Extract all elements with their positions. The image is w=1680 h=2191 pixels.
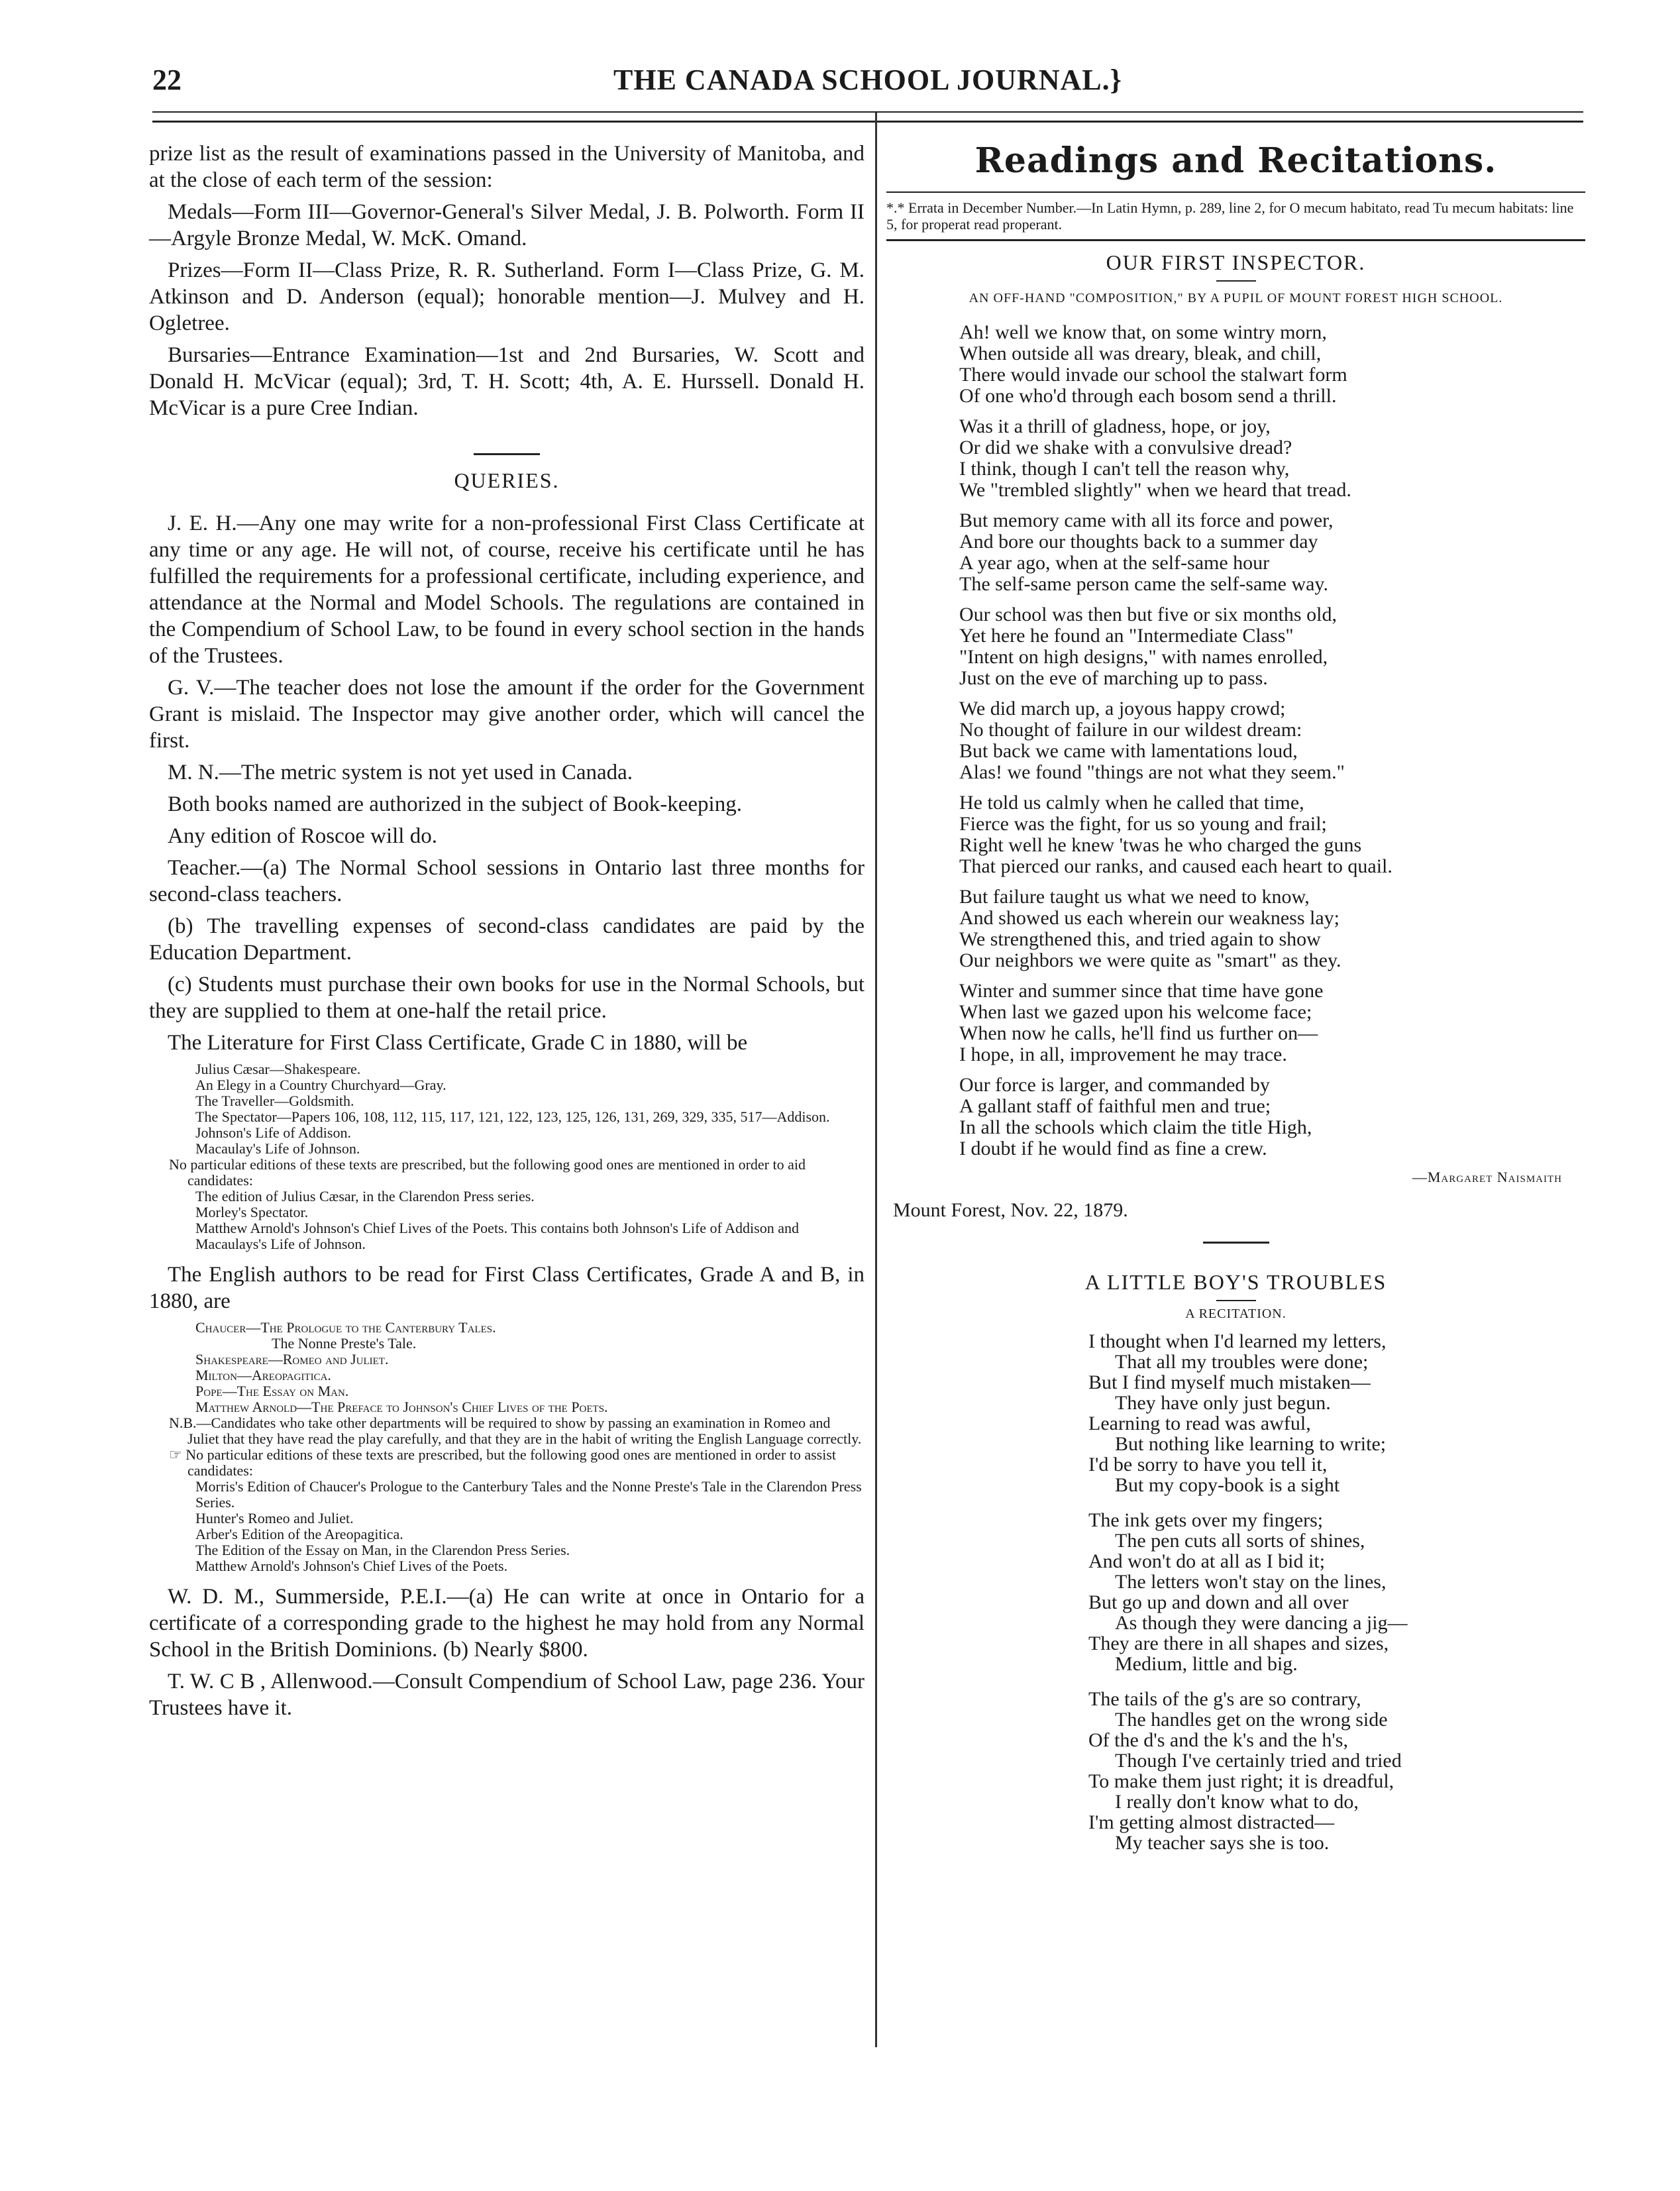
header-rule [152,111,1583,113]
rule [886,191,1585,193]
poem-line: But nothing like learning to write; [1115,1433,1387,1455]
prize-medals: Medals—Form III—Governor-General's Silver Medal, J. B. Polworth. Form II—Argyle Bronze Medal, W. McK. Omand. [149,200,865,250]
poem1-body [886,322,1585,1159]
stanza [959,1075,1585,1159]
poem-line: I think, though I can't tell the reason why, [959,458,1290,480]
poem-line: I doubt if he would find as fine a crew. [959,1138,1267,1159]
list-item: The Spectator—Papers 106, 108, 112, 115, 117, 121, 122, 123, 125, 126, 131, 269, 329, 335, 517—Addison. [195,1108,830,1125]
poem-line: Of one who'd through each bosom send a thrill. [959,385,1337,407]
poem-line: They are there in all shapes and sizes, [1088,1632,1389,1654]
poem-line: A gallant staff of faithful men and true; [959,1095,1271,1117]
query-mn: M. N.—The metric system is not yet used in Canada. [168,761,633,784]
poem-line: "Intent on high designs," with names enrolled, [959,646,1328,668]
errata-note: *.* Errata in December Number.—In Latin Hymn, p. 289, line 2, for O mecum habitato, read Tu mecum habitats: line 5, for properat read properant. [886,199,1574,233]
poem1-signature: —Margaret Naismaith [1412,1169,1562,1185]
pointer-note: ☞ No particular editions of these texts are prescribed, but the following good ones are mentioned in order to assist candidates: [169,1446,837,1479]
stanza [959,510,1585,595]
poem1-subtitle: AN OFF-HAND "COMPOSITION," BY A PUPIL OF MOUNT FOREST HIGH SCHOOL. [969,291,1503,305]
column-divider [875,113,877,2047]
poem-line: I thought when I'd learned my letters, [1088,1330,1387,1352]
poem-line: As though they were dancing a jig— [1115,1612,1408,1634]
stanza [959,886,1585,971]
poem-line: We "trembled slightly" when we heard that tread. [959,479,1351,501]
stanza [1088,1689,1585,1853]
list-item: Morris's Edition of Chaucer's Prologue to the Canterbury Tales and the Nonne Preste's Tale in the Clarendon Press Series. [195,1478,862,1511]
poem-line: The ink gets over my fingers; [1088,1509,1324,1531]
poem-line: The tails of the g's are so contrary, [1088,1688,1361,1710]
stanza [959,981,1585,1065]
stanza [959,698,1585,783]
poem-line: But memory came with all its force and power, [959,509,1334,531]
list-item: Chaucer—The Prologue to the Canterbury Tales. [195,1319,496,1336]
poem-line: My teacher says she is too. [1115,1832,1330,1854]
poem-line: Ah! well we know that, on some wintry morn, [959,321,1327,343]
poem-line: And showed us each wherein our weakness lay; [959,907,1339,929]
ornament-rule [1216,280,1256,282]
poem-line: No thought of failure in our wildest dream: [959,719,1302,741]
list-item: Johnson's Life of Addison. [195,1124,351,1141]
query-teacher-b: (b) The travelling expenses of second-class candidates are paid by the Education Department. [149,914,865,965]
poem-line: There would invade our school the stalwart form [959,364,1347,386]
query-gv: G. V.—The teacher does not lose the amount if the order for the Government Grant is mislaid. The Inspector may give another order, which will cancel the first. [149,676,865,753]
editions-note: No particular editions of these texts are prescribed, but the following good ones are mentioned in order to aid candidates: [169,1156,806,1189]
list-item: An Elegy in a Country Churchyard—Gray. [195,1077,446,1093]
ornament-rule [1216,1300,1256,1301]
poem-line: I'd be sorry to have you tell it, [1088,1454,1328,1475]
stanza [959,792,1585,877]
poem-line: And bore our thoughts back to a summer day [959,531,1318,553]
list-item: Pope—The Essay on Man. [195,1383,349,1399]
poem-line: When now he calls, he'll find us further on— [959,1022,1318,1044]
poem-line: But my copy-book is a sight [1115,1474,1340,1496]
readings-heading: Readings and Recitations. [974,140,1497,181]
grade-ab-intro: The English authors to be read for First Class Certificates, Grade A and B, in 1880, are [149,1263,865,1313]
list-item: Milton—Areopagitica. [195,1367,331,1383]
poem-line: In all the schools which claim the title High, [959,1116,1312,1138]
poem-line: Just on the eve of marching up to pass. [959,667,1268,689]
poem2-subtitle: A RECITATION. [1185,1307,1286,1321]
poem-line: Medium, little and big. [1115,1653,1298,1675]
list-item: The Traveller—Goldsmith. [195,1093,354,1109]
poem-line: But I find myself much mistaken— [1088,1371,1371,1393]
prize-bursaries: Bursaries—Entrance Examination—1st and 2nd Bursaries, W. Scott and Donald H. McVicar (equal); 3rd, T. H. Scott; 4th, A. E. Hurssell. Donald H. McVicar is a pure Cree Indian. [149,343,865,420]
poem-line: Learning to read was awful, [1088,1413,1311,1434]
page-header [152,63,1583,103]
poem-line: A year ago, when at the self-same hour [959,552,1270,574]
poem-line: Was it a thrill of gladness, hope, or joy, [959,415,1271,437]
stanza [959,604,1585,689]
poem-line: When outside all was dreary, bleak, and chill, [959,343,1322,364]
rule [886,239,1585,241]
list-item: The Edition of the Essay on Man, in the Clarendon Press Series. [195,1542,570,1558]
poem-line: Our school was then but five or six months old, [959,604,1337,625]
poem-line: But failure taught us what we need to know, [959,886,1310,908]
prize-class-prizes: Prizes—Form II—Class Prize, R. R. Sutherland. Form I—Class Prize, G. M. Atkinson and D. Anderson (equal); honorable mention—J. Mulvey and H. Ogletree. [149,258,865,335]
poem-line: Or did we shake with a convulsive dread? [959,437,1292,458]
poem-line: Fierce was the fight, for us so young and frail; [959,813,1327,835]
header-rule-double [152,121,1583,123]
query-twcb: T. W. C B , Allenwood.—Consult Compendium of School Law, page 236. Your Trustees have it. [149,1670,865,1720]
journal-title: THE CANADA SCHOOL JOURNAL.} [613,64,1122,96]
poem-line: He told us calmly when he called that time, [959,792,1304,814]
list-item: The edition of Julius Cæsar, in the Clarendon Press series. [195,1188,535,1204]
poem-line: Alas! we found "things are not what they seem." [959,761,1345,783]
list-item: Macaulay's Life of Johnson. [195,1140,360,1157]
poem-line: I really don't know what to do, [1115,1791,1359,1813]
list-item: Morley's Spectator. [195,1204,309,1220]
query-jeh: J. E. H.—Any one may write for a non-professional First Class Certificate at any time or any age. He will not, of course, receive his certificate until he has fulfilled the requirements for a professional certificate, including experience, and attendance at the Normal and Model Schools. The regulations are contained in the Compendium of School Law, to be found in every school section in the hands of the Trustees. [149,511,865,668]
poem-line: Right well he knew 'twas he who charged the guns [959,834,1362,856]
poem2-body [886,1331,1585,1853]
poem-line: We strengthened this, and tried again to show [959,928,1321,950]
list-item: Julius Cæsar—Shakespeare. [195,1061,361,1077]
poem-line: That pierced our ranks, and caused each heart to quail. [959,855,1392,877]
poem-line: The letters won't stay on the lines, [1115,1571,1387,1593]
list-item: Matthew Arnold's Johnson's Chief Lives of the Poets. [195,1558,508,1574]
list-item: Shakespeare—Romeo and Juliet. [195,1351,389,1367]
queries-heading: QUERIES. [454,468,560,492]
right-column [886,140,1585,1868]
prize-intro: prize list as the result of examinations passed in the University of Manitoba, and at the close of each term of the session: [149,142,865,192]
poem-line: Winter and summer since that time have gone [959,980,1324,1002]
poem-line: Of the d's and the k's and the h's, [1088,1729,1348,1751]
literature-ab-list [149,1320,865,1574]
query-teacher-a: Teacher.—(a) The Normal School sessions in Ontario last three months for second-class teachers. [149,856,865,906]
poem-line: But back we came with lamentations loud, [959,740,1298,762]
nb-note: N.B.—Candidates who take other departments will be required to show by passing an examination in Romeo and Juliet that they have read the play carefully, and that they are in the habit of writing the English Language correctly. [169,1415,862,1447]
section-rule [1203,1242,1269,1244]
poem-line: That all my troubles were done; [1115,1351,1369,1373]
stanza [1088,1331,1585,1495]
stanza [959,416,1585,501]
poem-line: They have only just begun. [1115,1392,1331,1414]
poem-line: Our force is larger, and commanded by [959,1074,1270,1096]
poem1-dateline: Mount Forest, Nov. 22, 1879. [893,1199,1128,1221]
poem-line: But go up and down and all over [1088,1591,1349,1613]
query-literature-c: The Literature for First Class Certificate, Grade C in 1880, will be [168,1031,748,1055]
query-roscoe: Any edition of Roscoe will do. [168,824,437,848]
poem1-title: OUR FIRST INSPECTOR. [1106,250,1366,274]
page-number: 22 [152,64,182,96]
list-item: The Nonne Preste's Tale. [272,1335,417,1352]
poem2-title: A LITTLE BOY'S TROUBLES [1084,1270,1387,1294]
poem-line: When last we gazed upon his welcome face; [959,1001,1312,1023]
poem-line: The handles get on the wrong side [1115,1709,1388,1731]
poem-line: The self-same person came the self-same way. [959,573,1328,595]
poem-line: Though I've certainly tried and tried [1115,1750,1402,1772]
literature-c-list [149,1061,865,1252]
poem-line: The pen cuts all sorts of shines, [1115,1530,1365,1552]
left-column [149,140,865,1727]
query-bookkeeping: Both books named are authorized in the subject of Book-keeping. [168,792,742,816]
list-item: Arber's Edition of the Areopagitica. [195,1526,403,1542]
poem-line: To make them just right; it is dreadful, [1088,1770,1394,1792]
list-item: Hunter's Romeo and Juliet. [195,1510,354,1526]
poem-line: I hope, in all, improvement he may trace. [959,1043,1287,1065]
poem-line: Our neighbors we were quite as "smart" as they. [959,949,1341,971]
query-wdm: W. D. M., Summerside, P.E.I.—(a) He can write at once in Ontario for a certificate of a corresponding grade to the highest he may hold from any Normal School in the British Dominions. (b) Nearly $800. [149,1585,865,1662]
poem-line: And won't do at all as I bid it; [1088,1550,1326,1572]
poem-line: Yet here he found an "Intermediate Class" [959,625,1294,647]
query-teacher-c: (c) Students must purchase their own books for use in the Normal Schools, but they are supplied to them at one-half the retail price. [149,973,865,1023]
poem-line: We did march up, a joyous happy crowd; [959,698,1286,720]
list-item: Matthew Arnold's Johnson's Chief Lives of the Poets. This contains both Johnson's Life of Addison and Macaulays's Life of Johnson. [195,1220,799,1252]
list-item: Matthew Arnold—The Preface to Johnson's Chief Lives of the Poets. [195,1399,608,1415]
stanza [1088,1510,1585,1674]
poem-line: I'm getting almost distracted— [1088,1811,1335,1833]
section-rule [474,453,540,455]
stanza [959,322,1585,407]
